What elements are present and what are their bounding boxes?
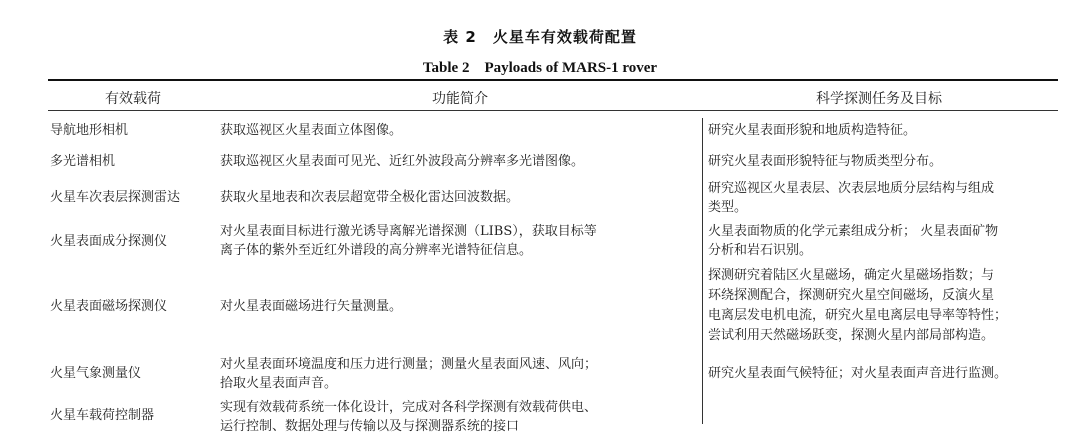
header-function: 功能简介 — [432, 91, 488, 107]
row-7-function-line-1: 实现有效载荷系统一体化设计，完成对各科学探测有效载荷供电、 — [220, 400, 598, 415]
row-4-objective-line-1: 火星表面物质的化学元素组成分析； 火星表面矿物 — [708, 224, 999, 239]
row-6-function-line-1: 对火星表面环境温度和压力进行测量；测量火星表面风速、风向； — [220, 357, 598, 372]
table-title-english: Table 2 Payloads of MARS-1 rover — [422, 60, 658, 76]
row-5-objective-line-4: 尝试利用天然磁场跃变，探测火星内部局部构造。 — [708, 328, 995, 343]
row-2-objective-line-1: 研究火星表面形貌特征与物质类型分布。 — [708, 154, 943, 169]
row-7-function-line-2: 运行控制、数据处理与传输以及与探测器系统的接口 — [220, 419, 520, 434]
row-5-objective-line-1: 探测研究着陆区火星磁场，确定火星磁场指数；与 — [708, 268, 995, 283]
row-2-function-line-1: 获取巡视区火星表面可见光、近红外波段高分辨率多光谱图像。 — [220, 154, 585, 169]
row-6-payload: 火星气象测量仪 — [50, 366, 142, 381]
table-top-rule — [48, 79, 1058, 81]
table-title-chinese: 表 2 火星车有效载荷配置 — [443, 28, 637, 46]
row-6-function-line-2: 拾取火星表面声音。 — [220, 376, 338, 391]
row-5-objective-line-2: 环绕探测配合，探测研究火星空间磁场，反演火星 — [708, 288, 995, 303]
row-1-function-line-1: 获取巡视区火星表面立体图像。 — [220, 123, 403, 138]
row-3-function-line-1: 获取火星地表和次表层超宽带全极化雷达回波数据。 — [220, 190, 520, 205]
row-3-objective-line-1: 研究巡视区火星表层、次表层地质分层结构与组成 — [708, 181, 995, 196]
row-6-objective-line-1: 研究火星表面气候特征；对火星表面声音进行监测。 — [708, 366, 1008, 381]
row-4-function-line-2: 离子体的紫外至近红外谱段的高分辨率光谱特征信息。 — [220, 243, 533, 258]
header-payload: 有效载荷 — [105, 91, 161, 107]
row-4-objective-line-2: 分析和岩石识别。 — [708, 243, 813, 258]
header-objective: 科学探测任务及目标 — [816, 91, 942, 107]
row-4-function-line-1: 对火星表面目标进行激光诱导离解光谱探测（LIBS），获取目标等 — [220, 224, 597, 239]
row-3-objective-line-2: 类型。 — [708, 200, 748, 215]
row-1-objective-line-1: 研究火星表面形貌和地质构造特征。 — [708, 123, 917, 138]
row-1-payload: 导航地形相机 — [50, 123, 129, 138]
row-3-payload: 火星车次表层探测雷达 — [50, 190, 181, 205]
table-header-rule — [48, 110, 1058, 111]
row-7-payload: 火星车载荷控制器 — [50, 408, 155, 423]
row-4-payload: 火星表面成分探测仪 — [50, 234, 168, 249]
row-5-function-line-1: 对火星表面磁场进行矢量测量。 — [220, 299, 403, 314]
row-2-payload: 多光谱相机 — [50, 154, 116, 169]
column-divider — [702, 118, 703, 424]
row-5-objective-line-3: 电离层发电机电流，研究火星电离层电导率等特性； — [708, 308, 1008, 323]
row-5-payload: 火星表面磁场探测仪 — [50, 299, 168, 314]
